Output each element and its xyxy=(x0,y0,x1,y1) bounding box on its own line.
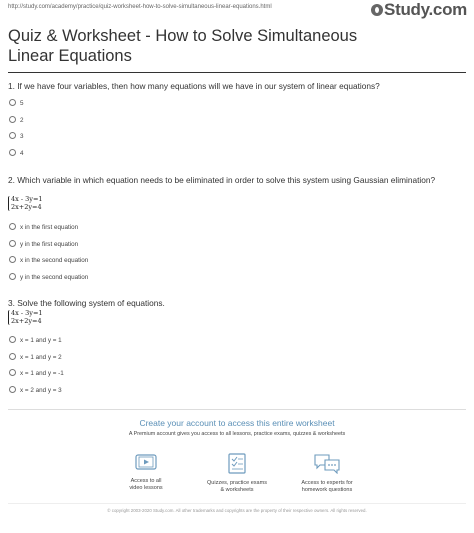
q3-option[interactable]: x = 1 and y = 1 xyxy=(9,336,62,344)
radio-button[interactable] xyxy=(9,99,16,106)
radio-button[interactable] xyxy=(9,256,16,263)
q3-option[interactable]: x = 1 and y = -1 xyxy=(9,369,64,377)
feature-line: Quizzes, practice exams xyxy=(207,480,267,486)
page-url: http://study.com/academy/practice/quiz-worksheet-how-to-solve-simultaneous-linear-equations.html xyxy=(8,4,272,10)
equation-system xyxy=(8,310,43,325)
radio-button[interactable] xyxy=(9,149,16,156)
radio-button[interactable] xyxy=(9,273,16,280)
question-2: 2. Which variable in which equation needs to be eliminated in order to solve this system using Gaussian elimination? xyxy=(8,175,436,185)
feature-line: & worksheets xyxy=(220,487,254,493)
radio-button[interactable] xyxy=(9,369,16,376)
cta-subtitle: A Premium account gives you access to all lessons, practice exams, quizzes & worksheets xyxy=(128,431,346,437)
radio-button[interactable] xyxy=(9,132,16,139)
q2-option[interactable]: y in the first equation xyxy=(9,240,78,248)
q3-option[interactable]: x = 2 and y = 3 xyxy=(9,386,62,394)
q1-option[interactable]: 5 xyxy=(9,99,24,107)
study-logo-icon xyxy=(371,4,383,16)
feature-line: Access to experts for xyxy=(301,480,353,486)
q1-option[interactable]: 4 xyxy=(9,149,24,157)
feature-line: video lessons xyxy=(129,485,163,491)
radio-button[interactable] xyxy=(9,336,16,343)
cta-divider xyxy=(8,409,466,410)
question-3: 3. Solve the following system of equations. xyxy=(8,298,165,308)
feature-line: homework questions xyxy=(301,487,353,493)
quiz-worksheet-icon xyxy=(223,452,251,474)
radio-button[interactable] xyxy=(9,353,16,360)
question-1: 1. If we have four variables, then how many equations will we have in our system of linear equations? xyxy=(8,81,380,91)
q2-option[interactable]: x in the first equation xyxy=(9,223,78,231)
equation-line: 4x - 3y=1 xyxy=(11,309,43,317)
q2-option[interactable]: y in the second equation xyxy=(9,273,88,281)
q2-option[interactable]: x in the second equation xyxy=(9,256,88,264)
equation-system xyxy=(8,196,43,211)
footer-divider xyxy=(8,503,466,504)
feature-line: Access to all xyxy=(130,478,162,484)
feature-experts xyxy=(272,452,382,494)
cta-title[interactable]: Create your account to access this entire worksheet xyxy=(139,418,335,428)
title-divider xyxy=(8,72,466,73)
equation-line: 2x+2y=4 xyxy=(11,202,42,211)
radio-button[interactable] xyxy=(9,240,16,247)
logo-text: Study.com xyxy=(384,0,467,19)
copyright-notice: © copyright 2003-2020 Study.com. All other trademarks and copyrights are the property of their respective owners. All rights reserved. xyxy=(107,508,367,513)
equation-line: 2x+2y=4 xyxy=(11,316,42,325)
radio-button[interactable] xyxy=(9,223,16,230)
q3-option[interactable]: x = 1 and y = 2 xyxy=(9,353,62,361)
study-logo[interactable] xyxy=(371,0,467,20)
expert-chat-icon xyxy=(312,452,342,474)
q1-option[interactable]: 2 xyxy=(9,116,24,124)
radio-button[interactable] xyxy=(9,386,16,393)
equation-line: 4x - 3y=1 xyxy=(11,195,43,203)
page-title: Quiz & Worksheet - How to Solve Simultaneous Linear Equations xyxy=(8,27,358,65)
radio-button[interactable] xyxy=(9,116,16,123)
video-lesson-icon xyxy=(134,452,158,472)
q1-option[interactable]: 3 xyxy=(9,132,24,140)
